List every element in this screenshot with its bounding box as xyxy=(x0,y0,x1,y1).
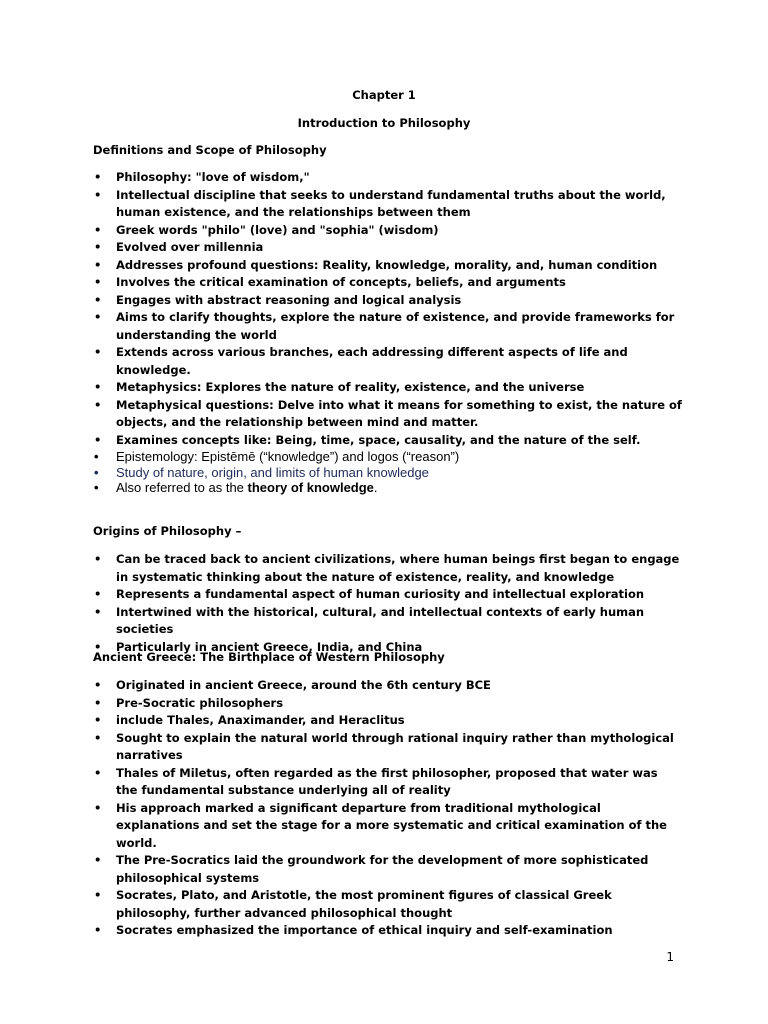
list-item: • The Pre-Socratics laid the groundwork for the development of more sophisticated philosophical systems xyxy=(94,853,649,885)
origins-list xyxy=(93,551,683,656)
bullet-icon: • xyxy=(94,639,102,654)
bold-term: theory of knowledge xyxy=(247,480,374,495)
list-item: • Aims to clarify thoughts, explore the nature of existence, and provide frameworks for understanding the world xyxy=(94,310,675,342)
list-item: • Originated in ancient Greece, around the 6th century BCE xyxy=(93,677,683,695)
list-item: • Metaphysics: Explores the nature of reality, existence, and the universe xyxy=(93,379,683,397)
bullet-icon: • xyxy=(94,222,102,237)
page-number: 1 xyxy=(666,950,674,964)
list-item: • Intellectual discipline that seeks to understand fundamental truths about the world, human existence, and the relationships between them xyxy=(94,187,666,219)
section-heading-definitions: Definitions and Scope of Philosophy xyxy=(93,143,327,157)
bullet-icon: • xyxy=(94,345,102,359)
list-item: • Epistemology: Epistēmē (“knowledge”) and logos (“reason”) xyxy=(94,449,460,464)
list-item: • Addresses profound questions: Reality, knowledge, morality, and, human condition xyxy=(93,257,683,275)
bullet-icon: • xyxy=(94,432,102,447)
list-item: • Philosophy: "love of wisdom," xyxy=(93,169,683,187)
bullet-icon: • xyxy=(94,170,102,184)
page-title: Introduction to Philosophy xyxy=(297,116,471,130)
list-item: • Sought to explain the natural world through rational inquiry rather than mythological narratives xyxy=(94,730,674,762)
list-item: • Pre-Socratic philosophers xyxy=(93,695,683,713)
bullet-icon: • xyxy=(94,257,102,272)
bullet-icon: • xyxy=(94,765,102,780)
list-item: • Socrates emphasized the importance of ethical inquiry and self-examination xyxy=(93,922,683,940)
bullet-icon: • xyxy=(94,397,102,412)
list-item: • Particularly in ancient Greece, India, and China xyxy=(93,639,683,657)
bullet-icon: • xyxy=(94,292,102,307)
bullet-icon: • xyxy=(94,678,102,692)
list-item: • include Thales, Anaximander, and Heraclitus xyxy=(93,712,683,730)
list-item: • Socrates, Plato, and Aristotle, the most prominent figures of classical Greek philosophy, further advanced philosophical thought xyxy=(94,888,612,920)
list-item: • Examines concepts like: Being, time, space, causality, and the nature of the self. xyxy=(93,432,683,450)
bullet-icon: • xyxy=(94,800,102,815)
section-heading-origins: Origins of Philosophy – xyxy=(93,524,242,538)
bullet-icon: • xyxy=(94,449,99,464)
ancient-greece-list xyxy=(93,677,683,940)
bullet-icon: • xyxy=(94,380,102,394)
bullet-icon: • xyxy=(94,713,102,727)
list-item: • Study of nature, origin, and limits of human knowledge xyxy=(94,464,429,480)
section-heading-ancient-greece: Ancient Greece: The Birthplace of Western Philosophy xyxy=(93,650,445,664)
list-item: • Intertwined with the historical, cultural, and intellectual contexts of early human societies xyxy=(94,604,645,636)
bullet-icon: • xyxy=(94,275,102,289)
bullet-icon: • xyxy=(94,464,99,480)
list-item: • Represents a fundamental aspect of human curiosity and intellectual exploration xyxy=(93,586,683,604)
bullet-icon: • xyxy=(94,923,102,937)
definitions-list xyxy=(93,169,683,496)
bullet-icon: • xyxy=(94,604,102,619)
bullet-icon: • xyxy=(94,695,102,710)
bullet-icon: • xyxy=(94,587,102,601)
list-item: • Also referred to as the theory of knowledge. xyxy=(94,480,378,495)
list-item: • Involves the critical examination of concepts, beliefs, and arguments xyxy=(93,274,683,292)
bullet-icon: • xyxy=(94,853,102,867)
list-item: • Can be traced back to ancient civilizations, where human beings first began to engage in systematic thinking about the nature of existence, reality, and knowledge xyxy=(94,552,680,584)
list-item: • Thales of Miletus, often regarded as the first philosopher, proposed that water was the fundamental substance underlying all of reality xyxy=(94,765,658,797)
list-item: • His approach marked a significant departure from traditional mythological explanations and set the stage for a more systematic and critical examination of the world. xyxy=(94,800,667,850)
bullet-icon: • xyxy=(94,888,102,902)
list-item: • Metaphysical questions: Delve into what it means for something to exist, the nature of objects, and the relationship between mind and matter. xyxy=(94,397,682,429)
bullet-icon: • xyxy=(94,310,102,324)
bullet-icon: • xyxy=(94,480,99,495)
bullet-icon: • xyxy=(94,730,102,745)
list-item: • Greek words "philo" (love) and "sophia" (wisdom) xyxy=(93,222,683,240)
bullet-icon: • xyxy=(94,240,102,254)
bullet-icon: • xyxy=(94,187,102,202)
chapter-label: Chapter 1 xyxy=(352,88,416,102)
list-item: • Evolved over millennia xyxy=(93,239,683,257)
list-item: • Extends across various branches, each addressing different aspects of life and knowledge. xyxy=(94,345,628,377)
bullet-icon: • xyxy=(94,552,102,566)
list-item: • Engages with abstract reasoning and logical analysis xyxy=(93,292,683,310)
